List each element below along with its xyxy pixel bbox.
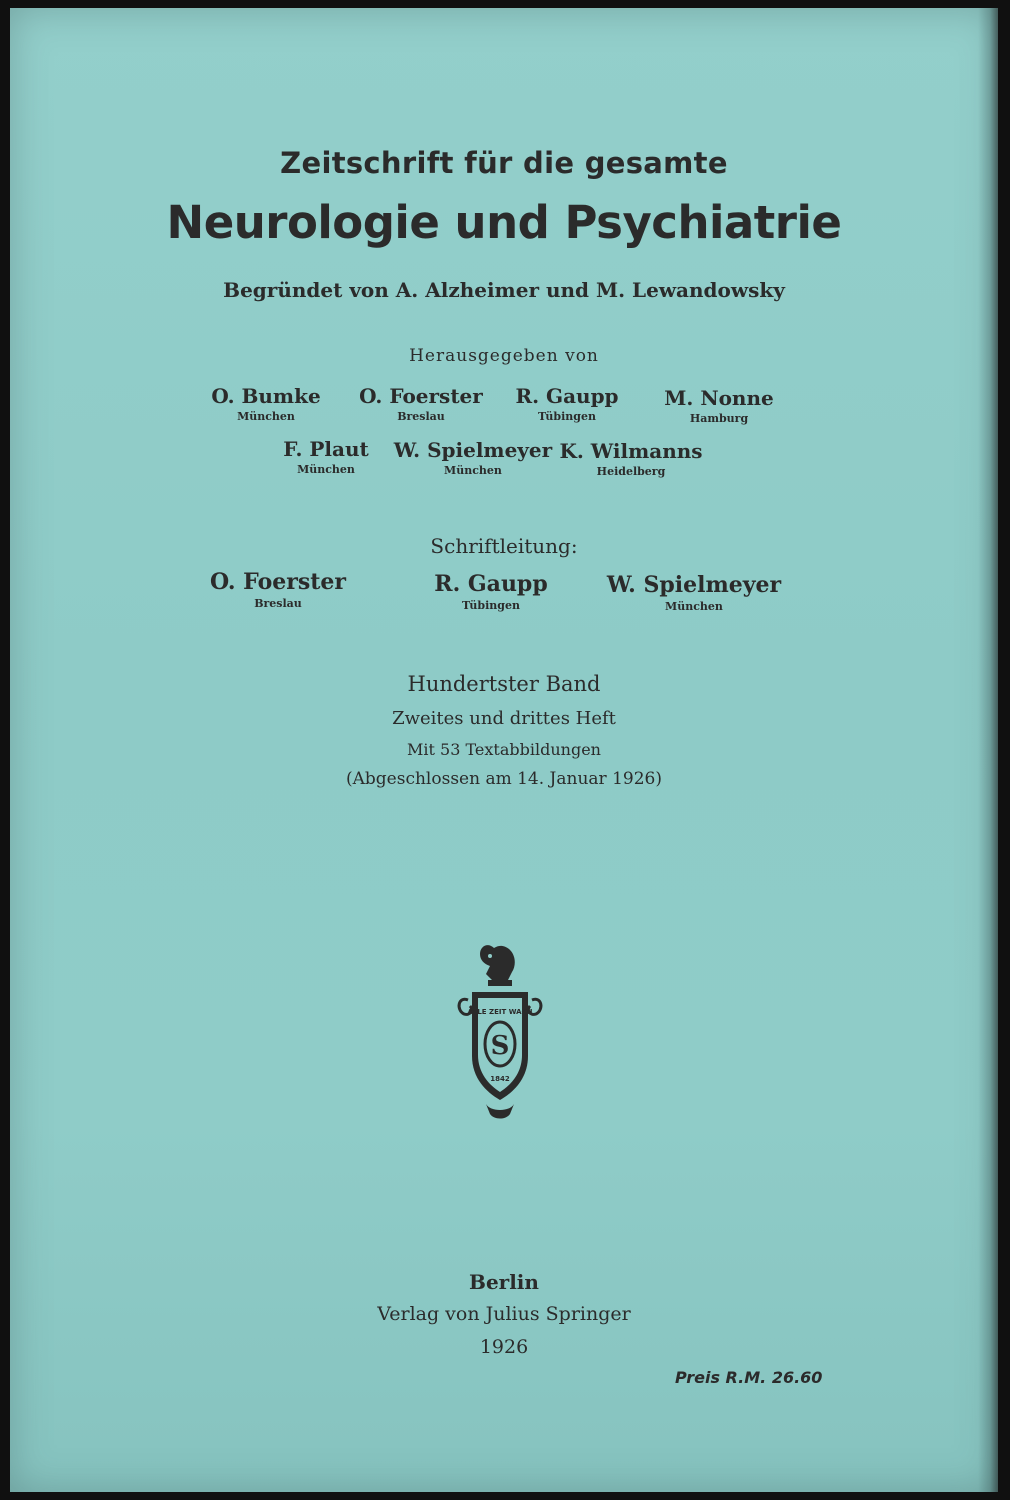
volume-label: Hundertster Band bbox=[407, 672, 601, 696]
editor-city: München bbox=[665, 600, 723, 613]
editor-plaut bbox=[283, 437, 369, 476]
editor-nonne bbox=[664, 386, 774, 425]
editor-name: K. Wilmanns bbox=[559, 439, 703, 463]
editor-wilmanns bbox=[559, 439, 702, 478]
editor-city: München bbox=[237, 410, 295, 423]
editor-name: M. Nonne bbox=[664, 386, 774, 410]
publication-place: Berlin bbox=[469, 1270, 539, 1294]
editor-foerster bbox=[359, 384, 483, 423]
editor-city: Hamburg bbox=[689, 412, 749, 425]
editor-spielmeyer bbox=[394, 438, 552, 477]
journal-title-line-1: Zeitschrift für die gesamte bbox=[280, 146, 728, 180]
editor-gaupp bbox=[515, 384, 618, 423]
editor-name: O. Foerster bbox=[209, 569, 347, 595]
managing-editor-gaupp bbox=[434, 571, 547, 612]
founders-line: Begründet von A. Alzheimer und M. Lewandowsky bbox=[223, 278, 785, 302]
illustrations-label: Mit 53 Textabbildungen bbox=[407, 740, 601, 759]
editor-city: Breslau bbox=[397, 410, 445, 423]
issue-label: Zweites und drittes Heft bbox=[392, 708, 616, 729]
editor-bumke bbox=[211, 384, 320, 423]
editor-name: R. Gaupp bbox=[434, 571, 548, 597]
emblem-motto: ALLE ZEIT WACH bbox=[467, 1008, 533, 1016]
schriftleitung-label: Schriftleitung: bbox=[430, 534, 578, 558]
editor-name: F. Plaut bbox=[283, 437, 369, 461]
journal-cover bbox=[10, 8, 998, 1492]
emblem-year: 1842 bbox=[490, 1075, 510, 1083]
price-label: Preis R.M. 26.60 bbox=[675, 1368, 823, 1387]
editor-city: Tübingen bbox=[462, 599, 520, 612]
journal-title-main: Neurologie und Psychiatrie bbox=[166, 196, 842, 249]
editor-city: Heidelberg bbox=[596, 465, 666, 478]
editor-name: W. Spielmeyer bbox=[393, 438, 553, 462]
emblem-letter: S bbox=[490, 1031, 510, 1061]
publisher: Verlag von Julius Springer bbox=[377, 1303, 631, 1325]
managing-editor-foerster bbox=[210, 569, 346, 610]
managing-editor-spielmeyer bbox=[607, 572, 781, 613]
editor-city: München bbox=[297, 463, 355, 476]
editor-city: Tübingen bbox=[538, 410, 596, 423]
editor-name: O. Bumke bbox=[211, 384, 321, 408]
editor-city: Breslau bbox=[254, 597, 302, 610]
springer-knight-emblem bbox=[450, 936, 550, 1122]
editor-name: R. Gaupp bbox=[515, 384, 619, 408]
closing-date: (Abgeschlossen am 14. Januar 1926) bbox=[346, 769, 662, 789]
editor-name: O. Foerster bbox=[359, 384, 483, 408]
editor-city: München bbox=[444, 464, 502, 477]
editors-label: Herausgegeben von bbox=[409, 346, 599, 366]
publication-year: 1926 bbox=[479, 1336, 529, 1358]
editor-name: W. Spielmeyer bbox=[606, 572, 782, 598]
